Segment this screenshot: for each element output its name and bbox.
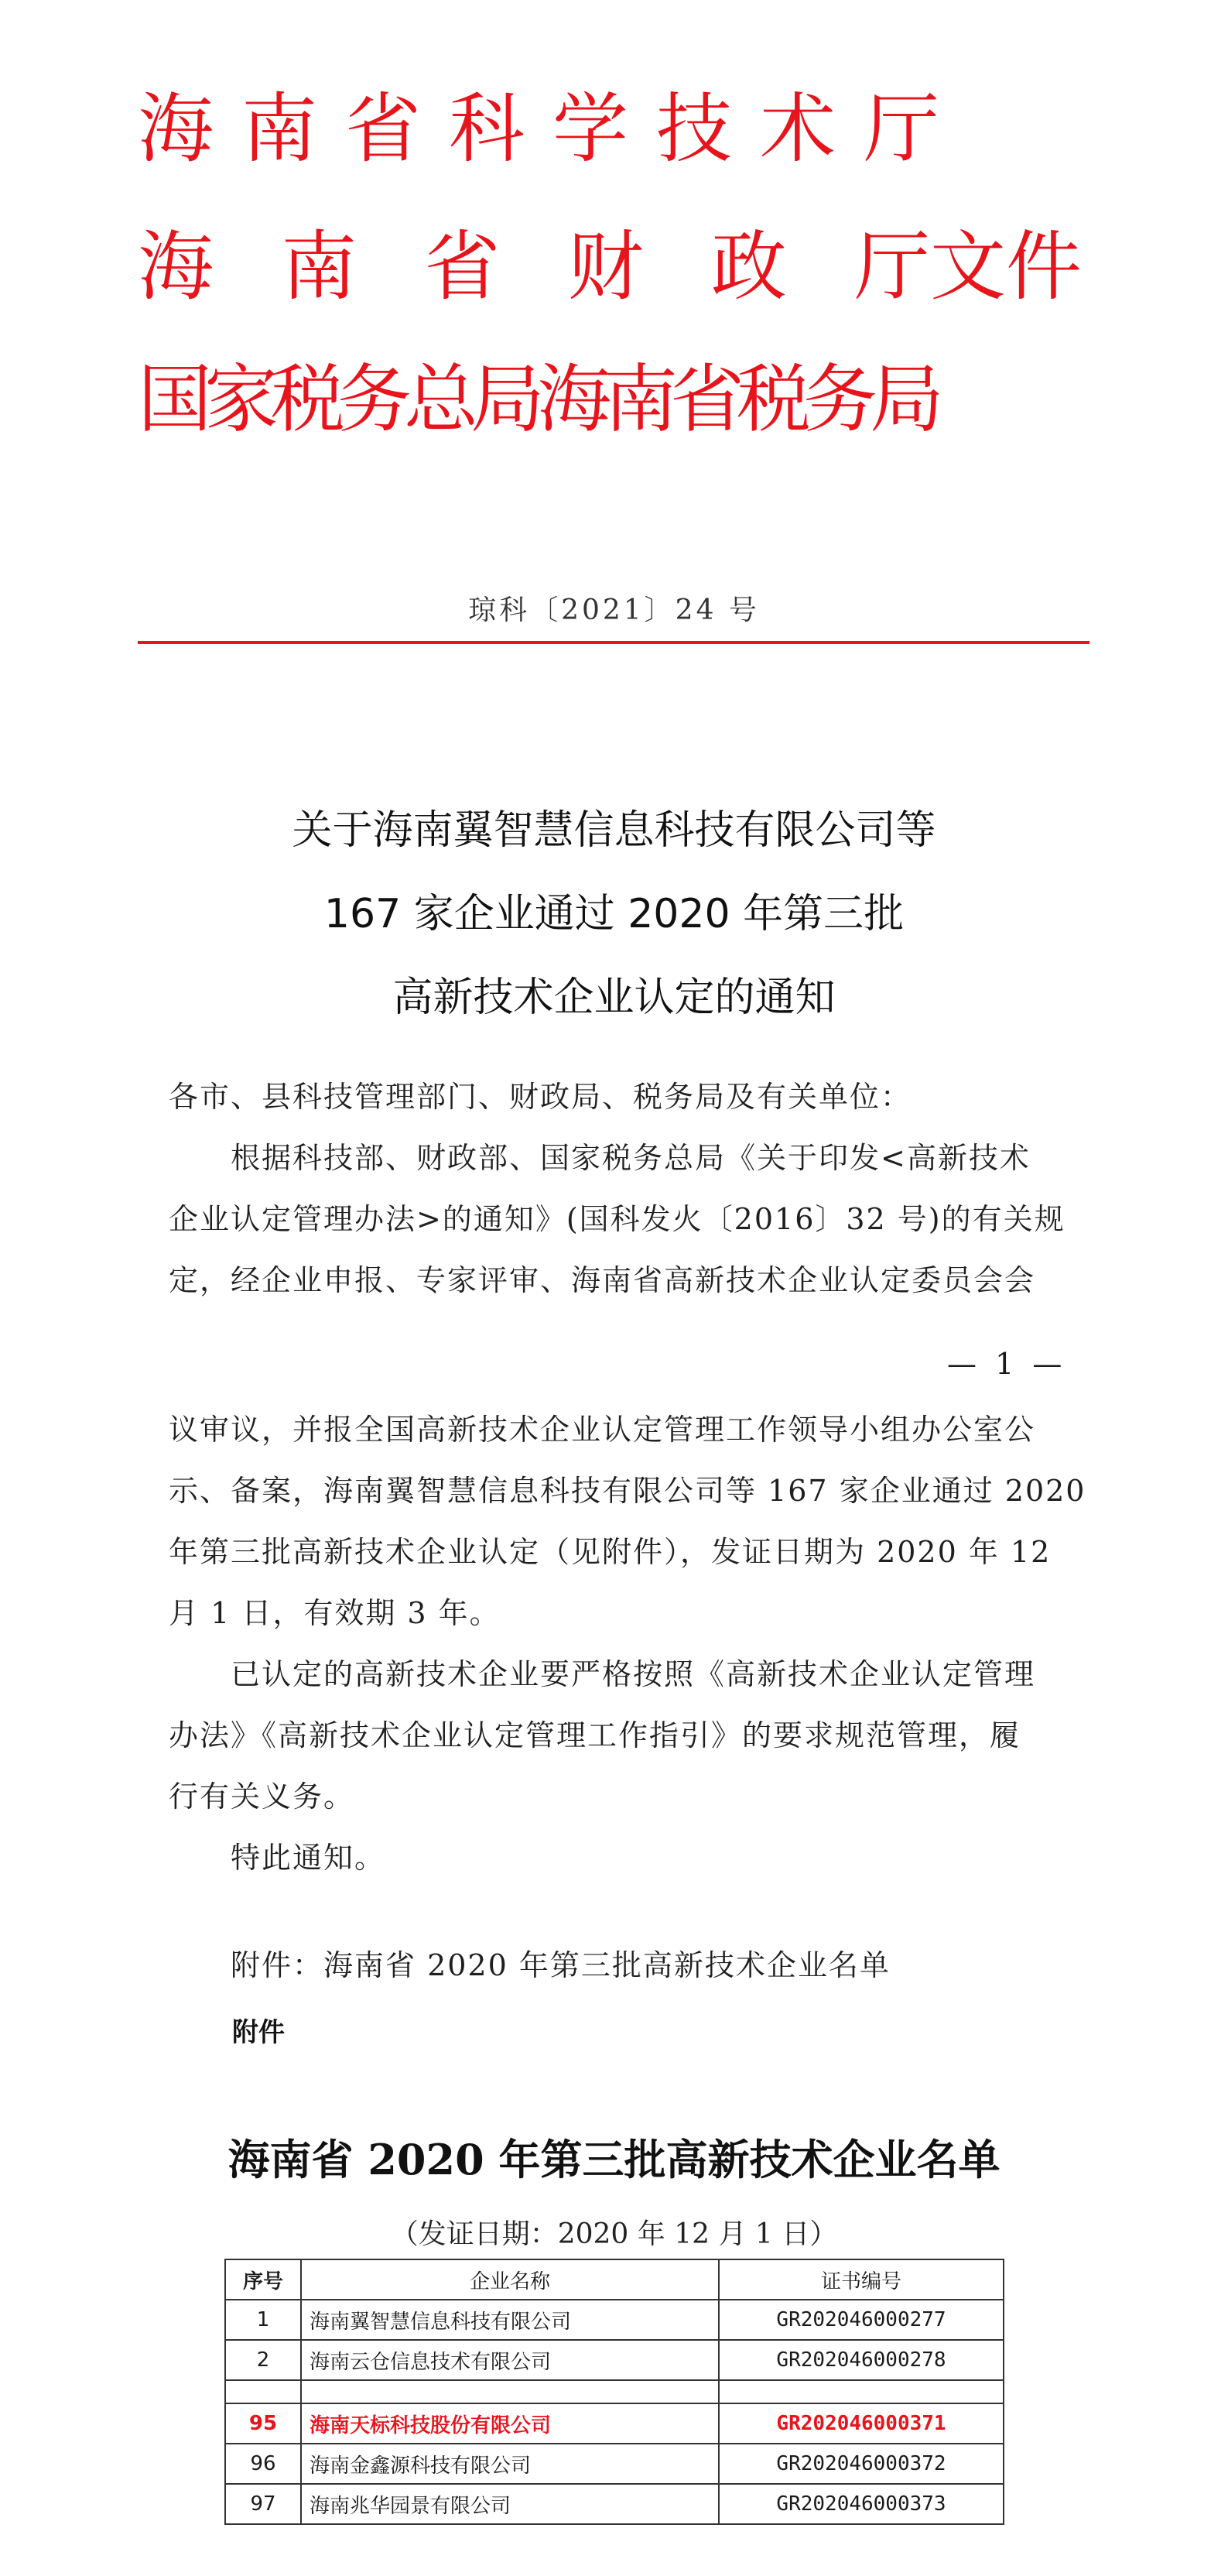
table-row-highlighted bbox=[225, 2403, 1004, 2444]
page-number: — 1 — bbox=[947, 1347, 1067, 1381]
table-row-gap bbox=[225, 2380, 1004, 2403]
row-cert-number: GR202046000372 bbox=[719, 2444, 1004, 2484]
attachment-label: 附件 bbox=[232, 2017, 285, 2048]
paragraph-1-line: 根据科技部、财政部、国家税务总局《关于印发<高新技术 bbox=[169, 1141, 1031, 1175]
paragraph-2-line: 办法》《高新技术企业认定管理工作指引》的要求规范管理，履 bbox=[169, 1718, 1021, 1752]
row-company-name: 海南云仓信息技术有限公司 bbox=[301, 2340, 719, 2380]
paragraph-2-line: 已认定的高新技术企业要严格按照《高新技术企业认定管理 bbox=[169, 1657, 1036, 1691]
document-number: 琼科〔2021〕24 号 bbox=[468, 594, 760, 626]
issuer-char: 南 bbox=[281, 223, 357, 311]
row-cert-number: GR202046000373 bbox=[719, 2484, 1004, 2524]
table-row bbox=[225, 2300, 1004, 2340]
paragraph-2-line: 行有关义务。 bbox=[169, 1780, 355, 1814]
notice-title-line-1: 关于海南翼智慧信息科技有限公司等 bbox=[292, 807, 936, 854]
row-index: 96 bbox=[225, 2444, 301, 2484]
row-company-name: 海南翼智慧信息科技有限公司 bbox=[301, 2300, 719, 2340]
closing-line: 特此通知。 bbox=[169, 1841, 386, 1875]
attachment-subtitle: （发证日期：2020 年 12 月 1 日） bbox=[390, 2218, 838, 2250]
paragraph-1-line: 企业认定管理办法>的通知》(国科发火〔2016〕32 号)的有关规 bbox=[169, 1202, 1066, 1236]
issuer-line-tax-bureau: 国家税务总局海南省税务局 bbox=[138, 356, 936, 443]
row-index: 95 bbox=[225, 2403, 301, 2444]
issuer-char: 厅文件 bbox=[853, 223, 1082, 311]
issuer-line-finance-dept bbox=[138, 223, 1082, 311]
column-header-cert: 证书编号 bbox=[719, 2259, 1004, 2300]
row-cert-number: GR202046000278 bbox=[719, 2340, 1004, 2380]
row-company-name: 海南天标科技股份有限公司 bbox=[301, 2403, 719, 2444]
issuer-char: 省 bbox=[424, 223, 501, 311]
table-row bbox=[225, 2340, 1004, 2380]
row-index: 2 bbox=[225, 2340, 301, 2380]
column-header-index: 序号 bbox=[225, 2259, 301, 2300]
issuer-line-science-dept: 海南省科学技术厅 bbox=[138, 85, 968, 173]
paragraph-1-cont-line: 年第三批高新技术企业认定（见附件），发证日期为 2020 年 12 bbox=[169, 1535, 1052, 1569]
table-row bbox=[225, 2484, 1004, 2524]
notice-title-line-2: 167 家企业通过 2020 年第三批 bbox=[323, 891, 905, 937]
paragraph-1-cont-line: 示、备案，海南翼智慧信息科技有限公司等 167 家企业通过 2020 bbox=[169, 1474, 1086, 1508]
paragraph-1-cont-line: 议审议，并报全国高新技术企业认定管理工作领导小组办公室公 bbox=[169, 1413, 1036, 1447]
row-company-name: 海南金鑫源科技有限公司 bbox=[301, 2444, 719, 2484]
attachment-note: 附件：海南省 2020 年第三批高新技术企业名单 bbox=[169, 1948, 891, 1982]
table-header-row bbox=[225, 2259, 1004, 2300]
column-header-name: 企业名称 bbox=[301, 2259, 719, 2300]
enterprise-table bbox=[224, 2259, 1004, 2525]
issuer-char: 海 bbox=[138, 223, 214, 311]
salutation: 各市、县科技管理部门、财政局、税务局及有关单位： bbox=[169, 1080, 912, 1114]
row-index: 1 bbox=[225, 2300, 301, 2340]
issuer-char: 政 bbox=[710, 223, 787, 311]
paragraph-1-line: 定，经企业申报、专家评审、海南省高新技术企业认定委员会会 bbox=[169, 1263, 1036, 1297]
header-divider bbox=[138, 641, 1089, 644]
notice-title-line-3: 高新技术企业认定的通知 bbox=[392, 975, 836, 1021]
attachment-title: 海南省 2020 年第三批高新技术企业名单 bbox=[227, 2135, 1001, 2184]
row-index: 97 bbox=[225, 2484, 301, 2524]
row-cert-number: GR202046000277 bbox=[719, 2300, 1004, 2340]
row-company-name: 海南兆华园景有限公司 bbox=[301, 2484, 719, 2524]
row-cert-number: GR202046000371 bbox=[719, 2403, 1004, 2444]
table-row bbox=[225, 2444, 1004, 2484]
paragraph-1-cont-line: 月 1 日，有效期 3 年。 bbox=[169, 1596, 501, 1630]
issuer-char: 财 bbox=[567, 223, 644, 311]
